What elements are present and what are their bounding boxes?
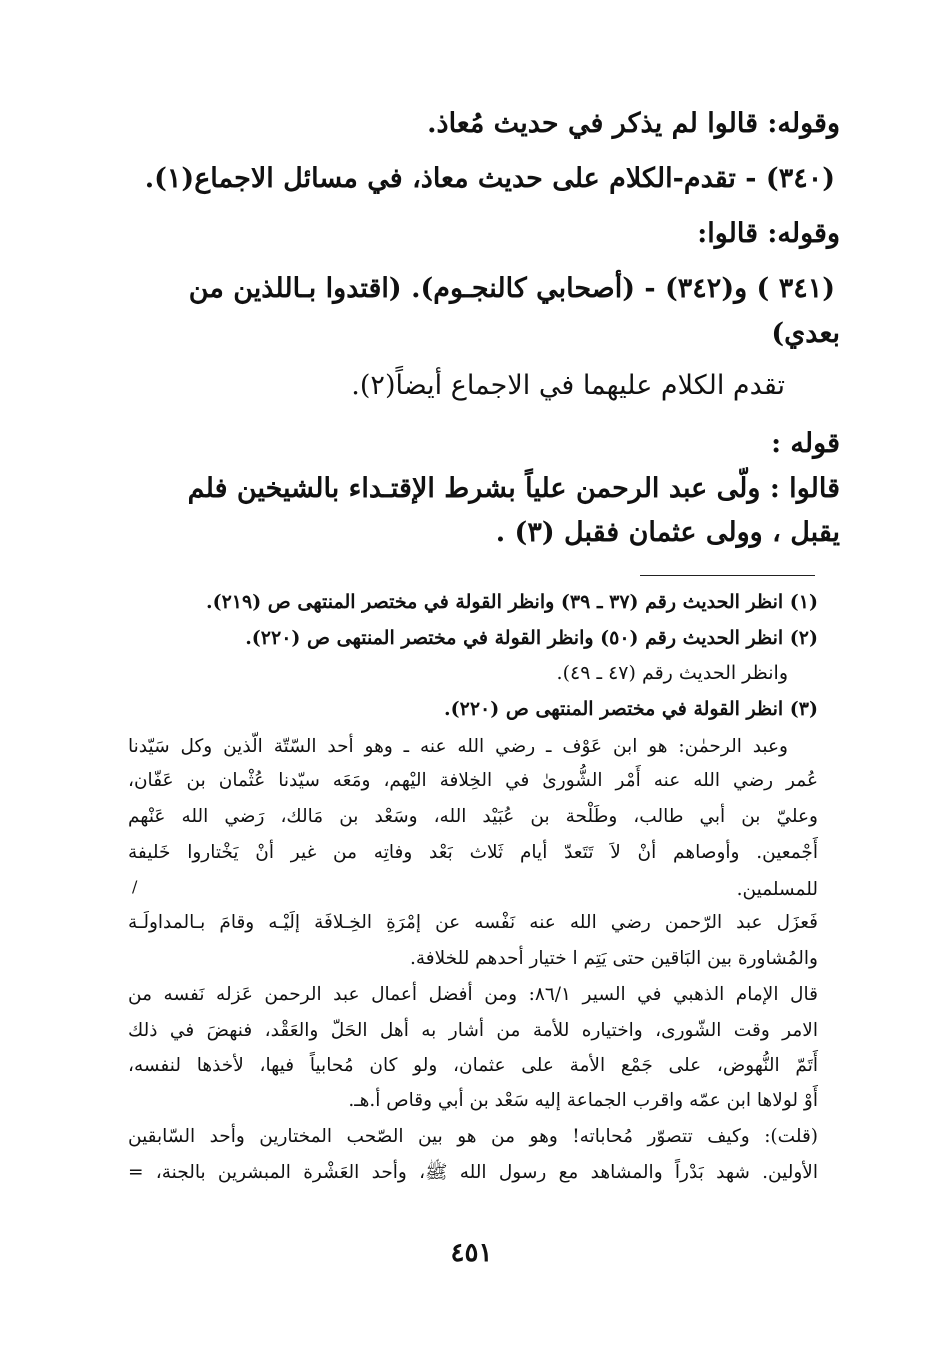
footnote-line-4: (٣) انظر القولة في مختصر المنتهى ص (٢٢٠). (444, 698, 818, 720)
footnote-line-13: الامر وقت الشّورى، واختياره للأمة من أشار به أهل الحَلّ والعَقْد، فنهضَ في ذلك (128, 1020, 818, 1041)
main-line-1: وقوله: قالوا لم يذكر في حديث مُعاذ. (427, 108, 840, 139)
footnote-line-5: وعبد الرحمٰن: هو ابن عَوْف ـ رضي الله عنه ـ وهو أحد السّتّة الّذين وكل سَيّدنا (128, 736, 788, 757)
footnote-line-2: (٢) انظر الحديث رقم (٥٠) وانظر القولة في مختصر المنتهى ص (٢٢٠). (245, 627, 818, 649)
main-line-4: (٣٤١ ) و(٣٤٢) - (أصحابي كالنجـوم). (اقتدوا بـاللذين من (188, 273, 835, 304)
page-number: ٤٥١ (450, 1238, 493, 1268)
footnote-separator (640, 575, 815, 576)
footnote-line-16: (قلت): وكيف تتصوّر مُحاباته! وهو من هو بين الصّحب المختارين وأحد السّابقين (128, 1126, 818, 1147)
footnote-line-12: قال الإمام الذهبي في السير ٨٦/١: ومن أفضل أعمال عبد الرحمن عَزله نَفسه من (128, 984, 818, 1005)
footnote-line-1: (١) انظر الحديث رقم (٣٧ ـ ٣٩) وانظر القولة في مختصر المنتهى ص (٢١٩). (205, 591, 818, 613)
footnote-line-9: للمسلمين. (736, 879, 818, 900)
footnote-line-11: والمُشاورة بين البَاقين حتى يَتِم ا ختيار أحدهم للخلافة. (409, 948, 818, 969)
footnote-line-7: وعليّ بن أبي طالب، وطَلْحة بن عُبَيْد الله، وسَعْد بن مَالك، رَضي الله عَنْهم (128, 806, 818, 827)
footnote-line-3: وانظر الحديث رقم (٤٧ ـ ٤٩). (556, 662, 788, 684)
footnote-line-10: فَعزَل عبد الرّحمن رضي الله عنه نَفْسه عن إمْرَةِ الخِـلافَة إلَيْـه وقامَ بـالمداولَـة (128, 912, 818, 933)
main-line-7: قوله : (771, 428, 840, 459)
footnote-line-8: أَجْمعين. وأوصاهم أنْ لاَ تَتَعدّ أيام ثَلاث بَعْد وفاتِه من غير أنْ يَخْتاروا خَليفة (128, 842, 818, 863)
footnote-line-14: أَتَمّ النُّهوض، على جَمْع الأمة على عثمان، ولو كان مُحابياً فيها، لأخذها لنفسه، (128, 1055, 818, 1076)
footnote-line-6: عُمر رضي الله عنه أَمْر الشُّورىٰ في الخِلافة اليْهم، ومَعَه سيّدنا عُثْمان بن عَفّان، (128, 770, 818, 791)
footnote-line-17: الأولين. شهد بَدْراً والمشاهد مع رسول الله ﷺ، وأحد العَشْرة المبشرين بالجنة، = (128, 1162, 818, 1183)
main-line-2: (٣٤٠) - تقدم-الكلام على حديث معاذ، في مسائل الاجماع(١). (144, 163, 835, 194)
footnote-line-15: أَوْ لولاها ابن عمّه واقرب الجماعة إليه سَعْد بن أبي وقاص أ.هـ. (348, 1090, 818, 1111)
main-line-9: يقبل ، وولى عثمان فقبل (٣) . (495, 517, 840, 548)
main-line-8: قالوا : ولّى عبد الرحمن علياً بشرط الإقتـداء بالشيخين فلم (187, 473, 840, 504)
margin-mark: / (132, 877, 138, 896)
main-line-5: بعدي) (771, 318, 840, 349)
main-line-3: وقوله: قالوا: (697, 218, 840, 249)
main-line-6: تقدم الكلام عليهما في الاجماع أيضاً(٢). (351, 370, 785, 401)
